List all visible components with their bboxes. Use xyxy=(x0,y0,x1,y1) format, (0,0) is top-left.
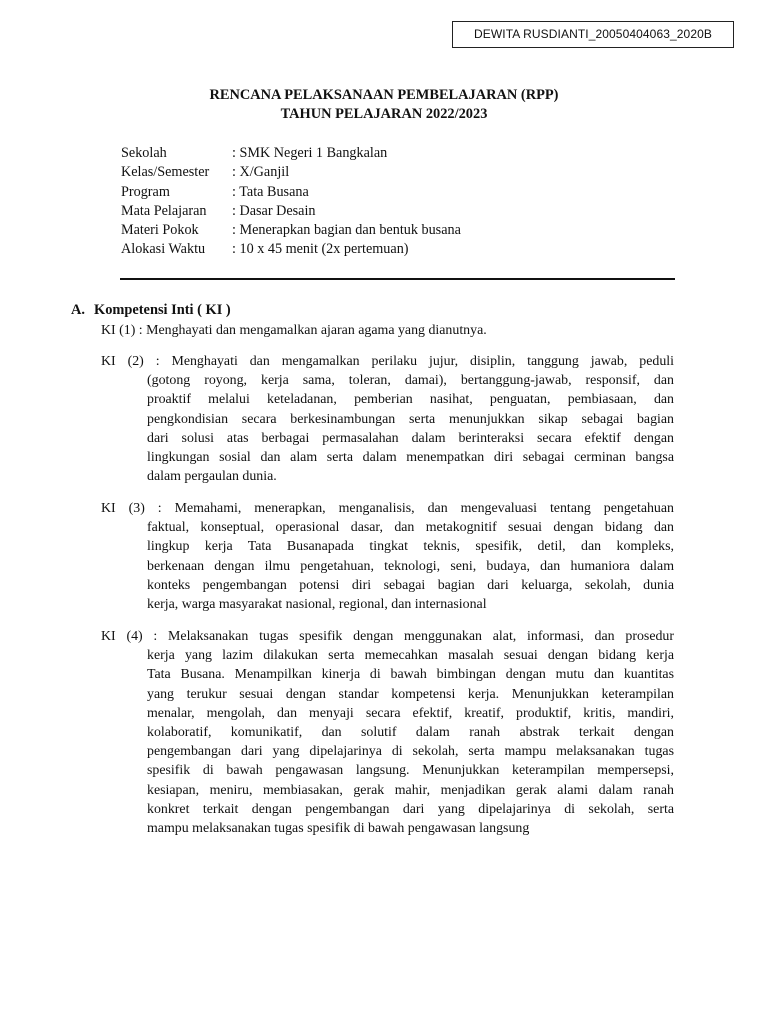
paragraph-line: kerja yang lazim dilakukan serta memecahkan masalah sesuai dengan bidang kerja xyxy=(147,648,674,664)
document-title: RENCANA PELAKSANAAN PEMBELAJARAN (RPP) xyxy=(209,87,559,103)
paragraph-line: proaktif melalui keteladanan, pemberian nasihat, penguatan, pembiasaan, dan xyxy=(147,392,674,408)
paragraph-line: pengkondisian secara berkesinambungan serta menunjukkan sikap sebagai bagian xyxy=(147,411,674,427)
author-name-box xyxy=(452,21,734,48)
author-name-text: DEWITA RUSDIANTI_20050404063_2020B xyxy=(474,27,712,41)
identity-table xyxy=(121,144,461,260)
horizontal-divider xyxy=(120,278,675,280)
identity-value: : X/Ganjil xyxy=(232,164,290,181)
paragraph-line: mampu melaksanakan tugas spesifik di bawah pengawasan langsung xyxy=(147,821,530,837)
identity-value: : Tata Busana xyxy=(232,183,309,200)
paragraph-line: konkret terkait dengan pengembangan dari yang dipelajarinya di sekolah, serta xyxy=(147,801,674,817)
paragraph-line: KI (3) : Memahami, menerapkan, menganalisis, dan mengevaluasi tentang pengetahuan xyxy=(101,501,674,516)
ki-1-paragraph xyxy=(101,321,674,340)
identity-row-alokasi-waktu xyxy=(121,240,461,259)
paragraph-line: Tata Busana. Menampilkan kinerja di bawah bimbingan dengan mutu dan kuantitas xyxy=(147,667,674,683)
identity-value: : SMK Negeri 1 Bangkalan xyxy=(232,145,388,161)
paragraph-line: kesiapan, meniru, membiasakan, gerak mahir, menjadikan gerak alami dalam ranah xyxy=(147,782,674,798)
paragraph-line: menalar, mengolah, dan menyaji secara efektif, kreatif, produktif, kritis, mandiri, xyxy=(147,705,674,721)
ki-2-paragraph xyxy=(101,352,674,486)
paragraph-line: (gotong royong, kerja sama, toleran, damai), bertanggung-jawab, responsif, dan xyxy=(147,373,674,389)
identity-row-sekolah xyxy=(121,144,461,163)
ki-4-paragraph xyxy=(101,627,674,838)
paragraph-line: faktual, konseptual, operasional dasar, dan metakognitif sesuai dengan bidang dan xyxy=(147,520,674,536)
paragraph-line: KI (4) : Melaksanakan tugas spesifik dengan menggunakan alat, informasi, dan prosedur xyxy=(101,629,674,644)
identity-row-mata-pelajaran xyxy=(121,202,461,221)
document-subtitle: TAHUN PELAJARAN 2022/2023 xyxy=(280,106,488,122)
paragraph-line: yang terukur sesuai dengan standar kompetensi kerja. Menunjukkan keterampilan xyxy=(147,686,674,702)
paragraph-line: berkenaan dengan ilmu pengetahuan, teknologi, seni, budaya, dan humaniora dalam xyxy=(147,558,674,574)
section-heading-kompetensi-inti xyxy=(71,302,231,319)
identity-label: Alokasi Waktu xyxy=(121,241,206,258)
identity-row-kelas-semester xyxy=(121,163,461,182)
paragraph-line: lingkup kerja Tata Busanapada tingkat teknis, spesifik, detil, dan kompleks, xyxy=(147,539,674,555)
paragraph-line: dari solusi atas berbagai permasalahan dalam berinteraksi secara efektif dengan xyxy=(147,430,674,446)
paragraph-line: lingkungan sosial dan alam serta dalam menempatkan diri sebagai cerminan bangsa xyxy=(147,450,674,466)
identity-label: Program xyxy=(121,183,170,200)
paragraph-line: kolaboratif, komunikatif, dan solutif dalam ranah abstrak terkait dengan xyxy=(147,725,674,741)
identity-label: Sekolah xyxy=(121,145,167,161)
paragraph-line: kerja, warga masyarakat nasional, regional, dan internasional xyxy=(147,597,487,613)
ki-3-paragraph xyxy=(101,499,674,614)
paragraph-line: dalam pergaulan dunia. xyxy=(147,469,277,485)
section-heading-text: Kompetensi Inti ( KI ) xyxy=(94,302,231,318)
identity-label: Mata Pelajaran xyxy=(121,202,207,219)
paragraph-line: konteks pengembangan potensi diri sebagai bagian dari keluarga, sekolah, dunia xyxy=(147,577,674,593)
section-letter: A. xyxy=(71,302,85,318)
paragraph-line: KI (2) : Menghayati dan mengamalkan perilaku jujur, disiplin, tanggung jawab, peduli xyxy=(101,354,674,369)
paragraph-line: spesifik di bawah pengawasan langsung. Menunjukkan keterampilan mempersepsi, xyxy=(147,763,674,779)
identity-value: : 10 x 45 menit (2x pertemuan) xyxy=(232,241,409,258)
paragraph-line: pengembangan dari yang dipelajarinya di sekolah, serta mampu melaksanakan tugas xyxy=(147,744,674,760)
identity-value: : Dasar Desain xyxy=(232,202,316,219)
identity-row-program xyxy=(121,183,461,202)
identity-label: Materi Pokok xyxy=(121,222,199,239)
identity-label: Kelas/Semester xyxy=(121,164,210,181)
identity-row-materi-pokok xyxy=(121,221,461,240)
paragraph-line: KI (1) : Menghayati dan mengamalkan ajaran agama yang dianutnya. xyxy=(101,323,487,338)
identity-value: : Menerapkan bagian dan bentuk busana xyxy=(232,222,461,239)
